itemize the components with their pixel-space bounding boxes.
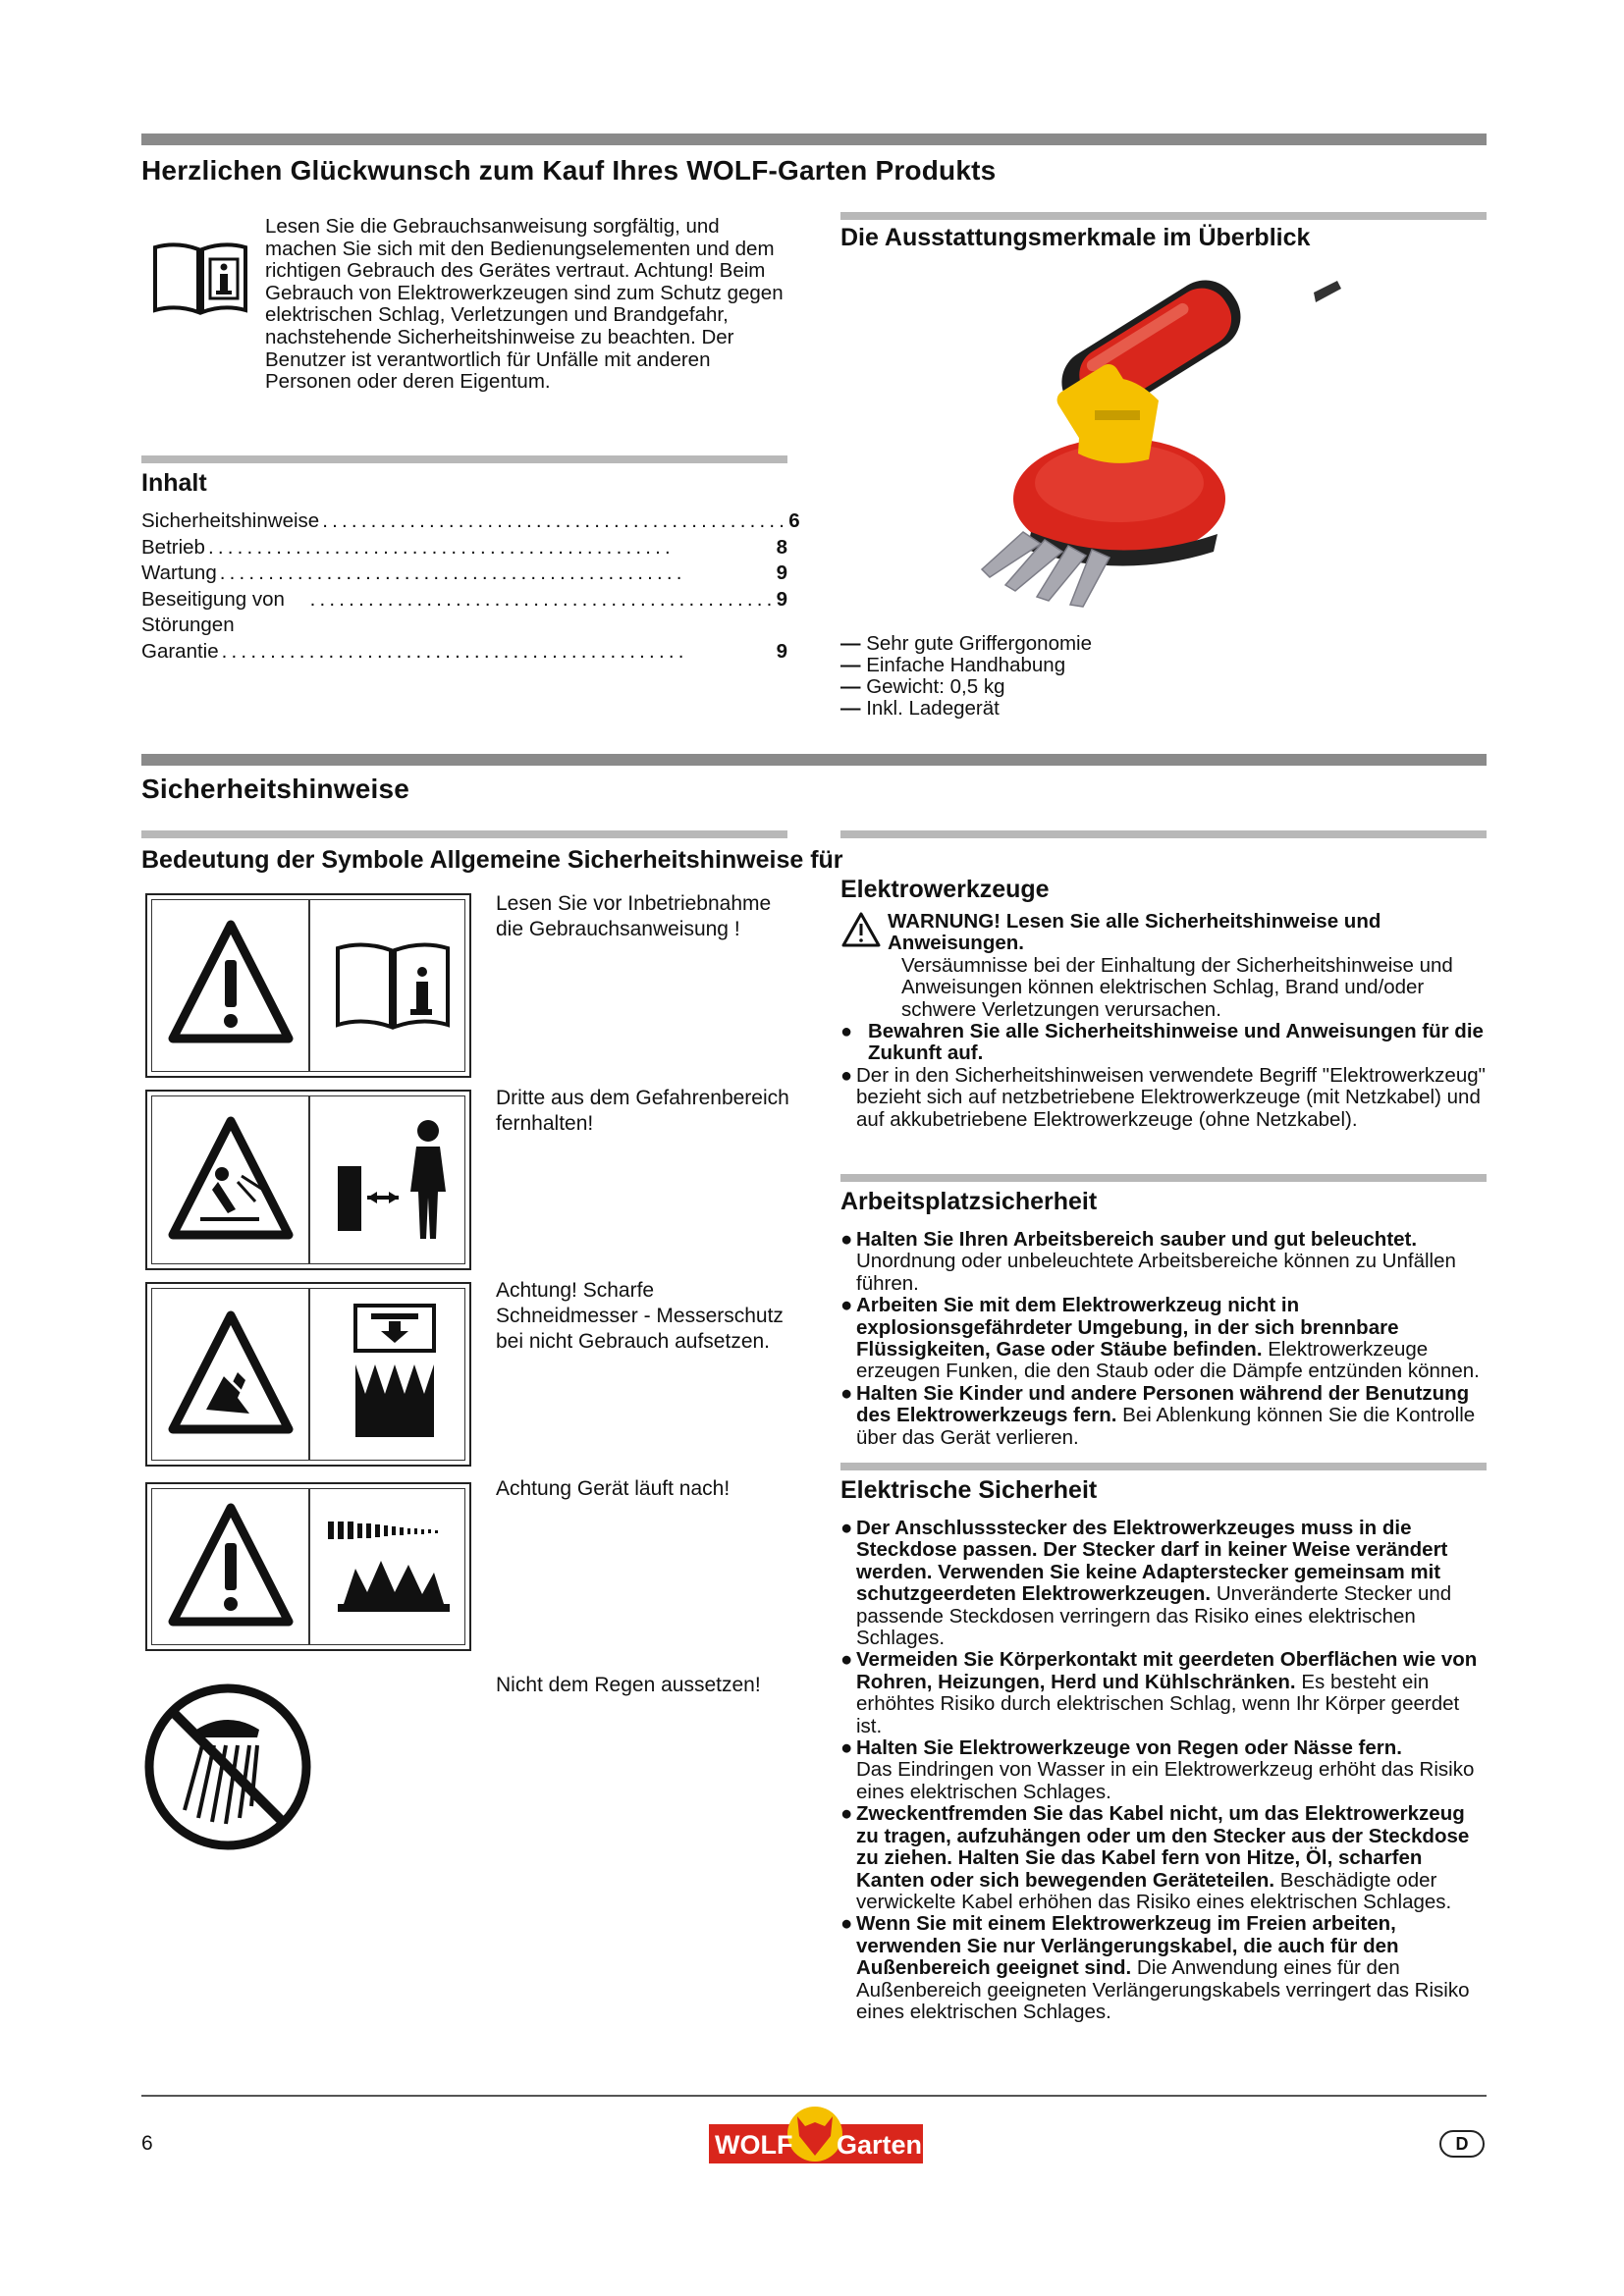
warning-triangle-icon xyxy=(167,1500,295,1637)
person-distance-icon xyxy=(324,1111,461,1249)
symbol-caption: Achtung Gerät läuft nach! xyxy=(496,1477,731,1500)
general-rule xyxy=(840,830,1487,838)
header-rule xyxy=(141,133,1487,145)
intro-text: Lesen Sie die Gebrauchsanweisung sorgfältig, und machen Sie sich mit den Bedienungselementen und dem richtigen Gebrauch des Gerätes vertraut. Achtung! Beim Gebrauch von Elektrowerkzeugen sind zum Schutz gegen elektrischen Schlag, Verletzungen und Brandgefahr, nachstehende Sicherheitshinweise zu beachten. Der Benutzer ist verantwortlich für Unfälle mit anderen Personen oder deren Eigentum. xyxy=(265,215,784,394)
symbol-keep-distance xyxy=(145,1090,471,1270)
toc-rule xyxy=(141,455,787,463)
bullet-icon: ● xyxy=(840,1064,853,1087)
warning-paragraph xyxy=(840,911,1489,1021)
list-item: ● Halten Sie Elektrowerkzeuge von Regen oder Nässe fern. Das Eindringen von Wasser in ein Elektrowerkzeug erhöht das Risiko eines elektrischen Schlages. xyxy=(840,1736,1475,1803)
blade-run-on-icon xyxy=(322,1514,465,1622)
symbol-caption: Achtung! Scharfe Schneidmesser - Messerschutz bei nicht Gebrauch aufsetzen. xyxy=(496,1279,784,1353)
warning-bold: WARNUNG! Lesen Sie alle Sicherheitshinweise und Anweisungen. xyxy=(888,910,1381,955)
toc-entry[interactable]: Wartung ................................................ 9 xyxy=(141,561,787,584)
workplace-title: Arbeitsplatzsicherheit xyxy=(840,1188,1098,1215)
safety-rule xyxy=(141,754,1487,766)
list-item: ● Halten Sie Ihren Arbeitsbereich sauber und gut beleuchtet. Unordnung oder unbeleuchtete Arbeitsbereiche können zu Unfällen führen. xyxy=(840,1228,1456,1295)
language-code: D xyxy=(1455,2134,1469,2154)
symbols-rule xyxy=(141,830,787,838)
product-image xyxy=(972,253,1355,626)
page-title: Herzlichen Glückwunsch zum Kauf Ihres WOLF-Garten Produkts xyxy=(141,155,997,186)
list-item: ● Vermeiden Sie Körperkontakt mit geerdeten Oberflächen wie von Rohren, Heizungen, Herd und Kühlschränken. Es besteht ein erhöhtes Risiko durch elektrischen Schlag, wenn Ihr Körper geerdet ist. xyxy=(840,1648,1478,1737)
workplace-list xyxy=(840,1229,1487,1449)
warning-triangle-icon xyxy=(167,917,295,1054)
cut-hand-warning-icon xyxy=(167,1308,295,1445)
general-safety-block xyxy=(840,911,1489,1131)
bullet-icon: ● xyxy=(840,1228,853,1251)
safety-title: Sicherheitshinweise xyxy=(141,774,410,804)
bullet-icon: ● xyxy=(840,1021,853,1043)
term-definition xyxy=(840,1065,1489,1131)
general-heading-1: Allgemeine Sicherheitshinweise für xyxy=(429,846,843,874)
bullet-icon: ● xyxy=(840,1802,853,1826)
list-item: ● Zweckentfremden Sie das Kabel nicht, um das Elektrowerkzeug zu tragen, aufzuhängen oder um den Stecker aus der Steckdose zu ziehen. Halten Sie das Kabel fern von Hitze, Öl, scharfen Kanten oder sich bewegenden Geräteteilen. Beschädigte oder verwickelte Kabel erhöhen das Risiko eines elektrischen Schlages. xyxy=(840,1802,1470,1913)
workplace-rule xyxy=(840,1174,1487,1182)
bullet-icon: ● xyxy=(840,1736,853,1760)
toc-title: Inhalt xyxy=(141,469,207,497)
list-item: ● Halten Sie Kinder und andere Personen während der Benutzung des Elektrowerkzeugs fern. Bei Ablenkung können Sie die Kontrolle über das Gerät verlieren. xyxy=(840,1381,1476,1449)
keep-instructions xyxy=(840,1021,1489,1065)
bullet-icon: ● xyxy=(840,1294,853,1317)
electrical-rule xyxy=(840,1463,1487,1470)
manual-info-icon xyxy=(334,938,452,1033)
bullet-icon: ● xyxy=(840,1517,853,1539)
electrical-list xyxy=(840,1518,1487,2023)
wolf-garten-logo xyxy=(707,2103,925,2167)
bullet-icon: ● xyxy=(840,1912,853,1936)
features-rule xyxy=(840,212,1487,220)
table-of-contents xyxy=(141,508,800,665)
manual-info-icon xyxy=(151,240,249,318)
list-item: ● Der Anschlussstecker des Elektrowerkzeuges muss in die Steckdose passen. Der Stecker darf in keiner Weise verändert werden. Verwenden Sie keine Adapterstecker gemeinsam mit schutzgeerdeten Elektrowerkzeugen. Unveränderte Stecker und passende Steckdosen verringern das Risiko eines elektrischen Schlages. xyxy=(840,1517,1452,1650)
symbol-caption: Nicht dem Regen aussetzen! xyxy=(496,1674,761,1696)
symbol-sharp-blades xyxy=(145,1282,471,1467)
bullet-icon: ● xyxy=(840,1381,853,1405)
no-rain-icon xyxy=(141,1681,314,1853)
symbol-read-manual xyxy=(145,893,471,1078)
symbol-coasting xyxy=(145,1482,471,1651)
list-item: ● Wenn Sie mit einem Elektrowerkzeug im Freien arbeiten, verwenden Sie nur Verlängerungskabel, die auch für den Außenbereich geeignet sind. Die Anwendung eines für den Außenbereich geeigneten Verlängerungskabels verringert das Risiko eines elektrischen Schlages. xyxy=(840,1912,1470,2023)
feature-item: — Inkl. Ladegerät xyxy=(840,698,1092,720)
logo-text-garten: Garten xyxy=(837,2130,923,2160)
list-item: ● Arbeiten Sie mit dem Elektrowerkzeug nicht in explosionsgefährdeter Umgebung, in der sich brennbare Flüssigkeiten, Gase oder Stäube befinden. Elektrowerkzeuge erzeugen Funken, die den Staub oder die Dämpfe entzünden können. xyxy=(840,1294,1480,1383)
keep-bold: Bewahren Sie alle Sicherheitshinweise und Anweisungen für die Zukunft auf. xyxy=(868,1020,1484,1065)
feature-item: — Gewicht: 0,5 kg xyxy=(840,676,1092,698)
symbols-title xyxy=(141,846,843,875)
page-number: 6 xyxy=(141,2132,153,2155)
warning-text: Versäumnisse bei der Einhaltung der Sicherheitshinweise und Anweisungen können elektrischen Schlag, Brand und/oder schwere Verletzungen verursachen. xyxy=(901,953,1453,1021)
electrical-title: Elektrische Sicherheit xyxy=(840,1476,1098,1504)
language-badge xyxy=(1439,2130,1485,2158)
toc-entry[interactable]: Beseitigung von Störungen ................................................ 9 xyxy=(141,587,787,636)
symbols-heading: Bedeutung der Symbole xyxy=(141,846,424,874)
logo-text-wolf: WOLF xyxy=(715,2130,793,2160)
features-list xyxy=(840,633,1092,720)
symbol-caption: Dritte aus dem Gefahrenbereich fernhalten! xyxy=(496,1087,789,1135)
thrown-object-warning-icon xyxy=(167,1113,295,1251)
term-text: Der in den Sicherheitshinweisen verwendete Begriff "Elektrowerkzeug" bezieht sich auf netzbetriebene Elektrowerkzeuge (mit Netzkabel) und auf akkubetriebene Elektrowerkzeuge (ohne Netzkabel). xyxy=(856,1063,1486,1131)
toc-entry[interactable]: Garantie ................................................ 9 xyxy=(141,639,787,663)
feature-item: — Einfache Handhabung xyxy=(840,655,1092,676)
blade-guard-icon xyxy=(344,1300,452,1447)
toc-entry[interactable]: Betrieb ................................................ 8 xyxy=(141,535,787,559)
symbol-caption: Lesen Sie vor Inbetriebnahme die Gebrauchsanweisung ! xyxy=(496,892,772,940)
feature-item: — Sehr gute Griffergonomie xyxy=(840,633,1092,655)
bullet-icon: ● xyxy=(840,1648,853,1672)
footer-rule xyxy=(141,2095,1487,2097)
toc-entry[interactable]: Sicherheitshinweise ................................................ 6 xyxy=(141,509,800,532)
warning-triangle-icon xyxy=(840,911,882,948)
general-heading-2: Elektrowerkzeuge xyxy=(840,876,1050,903)
features-title: Die Ausstattungsmerkmale im Überblick xyxy=(840,224,1311,251)
